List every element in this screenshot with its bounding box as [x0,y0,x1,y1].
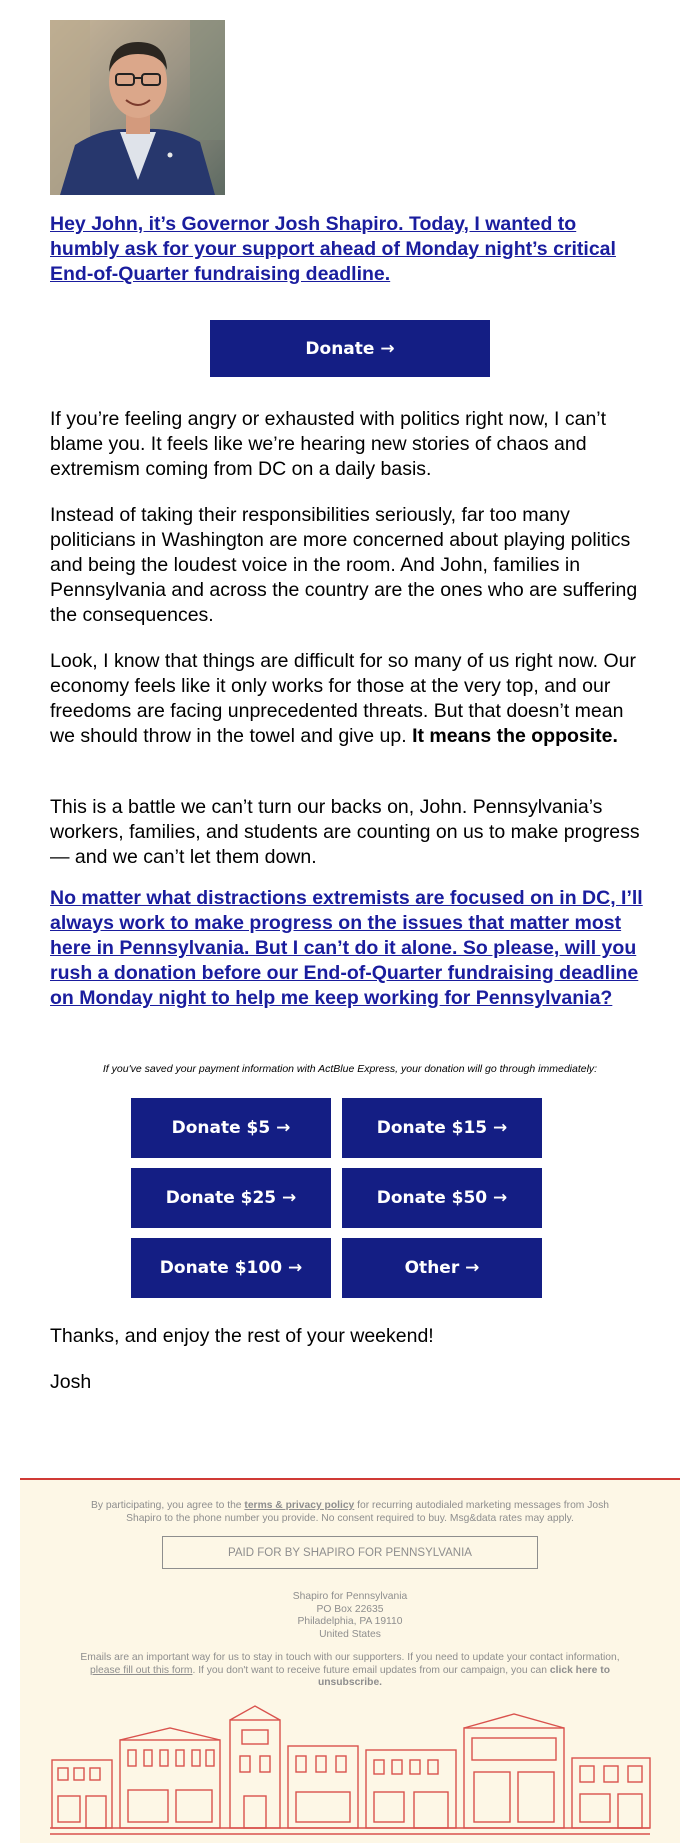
footer-address [80,1591,620,1641]
body-paragraph-3-emphasis: It means the opposite. [412,725,618,747]
donate-other-button[interactable]: Other → [342,1238,542,1298]
paid-for-box [162,1536,538,1569]
actblue-note: If you've saved your payment information with ActBlue Express, your donation will go through immediately: [102,1063,598,1075]
cta-donation-link[interactable]: No matter what distractions extremists are focused on in DC, I’ll always work to make progress on the issues that matter most here in Pennsylvania. But I can’t do it alone. So please, will you rush a donation before our End-of-Quarter fundraising deadline on Monday night to help me keep working for Pennsylvania? [50,887,643,1009]
signoff-name: Josh [50,1371,92,1393]
body-paragraph-3-text: Look, I know that things are difficult for so many of us right now. Our economy feels like it only works for those at the very top, and our freedoms are facing unprecedented threats. But that doesn’t mean we should throw in the towel and give up. [50,650,637,747]
donate-25-button[interactable]: Donate $25 → [131,1168,331,1228]
body-paragraph-3 [50,649,650,749]
donate-15-button[interactable]: Donate $15 → [342,1098,542,1158]
address-line-2: PO Box 22635 [316,1603,384,1615]
donate-main-button[interactable]: Donate → [210,320,490,377]
intro-headline-link[interactable]: Hey John, it’s Governor Josh Shapiro. Today, I wanted to humbly ask for your support ahead of Monday night’s critical End-of-Quarter fundraising deadline. [50,213,616,285]
terms-privacy-link[interactable]: terms & privacy policy [244,1500,355,1511]
paid-for-text: PAID FOR BY SHAPIRO FOR PENNSYLVANIA [228,1546,472,1559]
body-paragraph-1: If you’re feeling angry or exhausted with politics right now, I can’t blame you. It feels like we’re hearing new stories of chaos and extremism coming from DC on a daily basis. [50,408,607,480]
footer-consent [80,1500,620,1525]
address-line-1: Shapiro for Pennsylvania [292,1591,408,1602]
body-paragraph-4: This is a battle we can’t turn our backs on, John. Pennsylvania’s workers, families, and students are counting on us to make progress — and we can’t let them down. [50,796,640,868]
donate-50-button[interactable]: Donate $50 → [342,1168,542,1228]
footer [20,1478,680,1843]
portrait-image [50,20,225,195]
town-skyline-illustration [20,1700,680,1840]
signoff-thanks: Thanks, and enjoy the rest of your weekend! [50,1325,434,1347]
donate-100-button[interactable]: Donate $100 → [131,1238,331,1298]
unsubscribe-link[interactable]: click here to unsubscribe. [317,1664,610,1688]
governor-photo [50,20,225,195]
footer-email-pre: Emails are an important way for us to stay in touch with our supporters. If you need to update your contact information, [80,1652,620,1663]
footer-consent-post: for recurring autodialed marketing messages from Josh Shapiro to the phone number you provide. No consent required to buy. Msg&data rates may apply. [126,1500,609,1524]
update-info-form-link[interactable]: please fill out this form [90,1664,193,1676]
address-line-4: United States [319,1628,381,1640]
footer-email-mid: . If you don't want to receive future email updates from our campaign, you can [192,1664,548,1676]
footer-email-notice [80,1652,620,1690]
body-paragraph-2: Instead of taking their responsibilities seriously, far too many politicians in Washington are more concerned about playing politics and being the loudest voice in the room. And John, families in Pennsylvania and across the country are the ones who are suffering the consequences. [50,504,638,626]
address-line-3: Philadelphia, PA 19110 [297,1616,403,1627]
footer-consent-pre: By participating, you agree to the [90,1500,242,1511]
donate-5-button[interactable]: Donate $5 → [131,1098,331,1158]
